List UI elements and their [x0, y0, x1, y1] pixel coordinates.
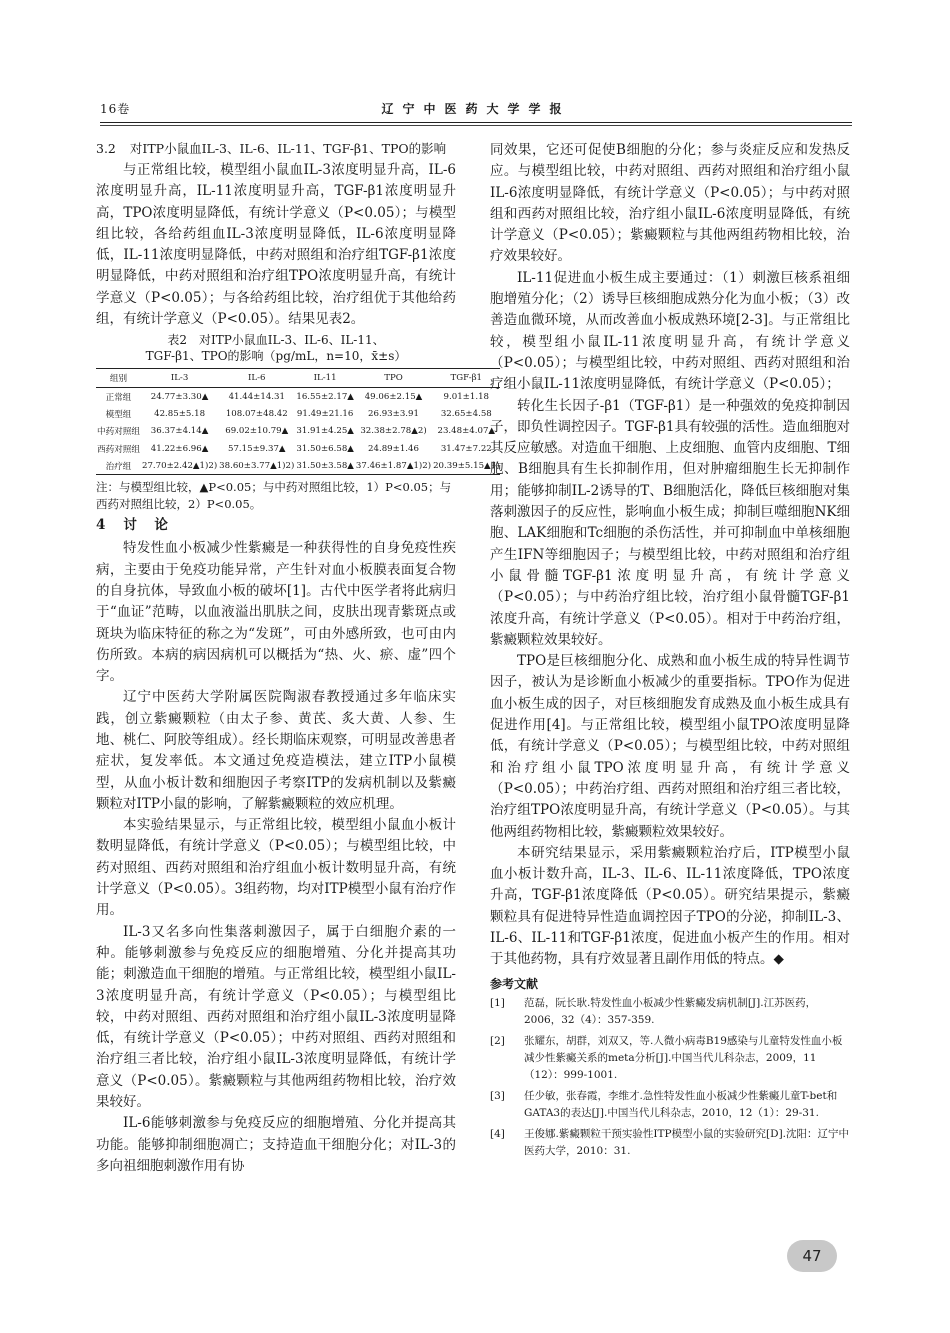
- reference-number: [4]: [490, 1127, 505, 1140]
- results-table: [96, 368, 500, 475]
- table-cell: 16.55±2.17▲: [296, 391, 354, 402]
- reference-number: [1]: [490, 996, 505, 1009]
- table-row: [96, 423, 500, 440]
- table-cell: 49.06±2.15▲: [364, 391, 423, 402]
- header-rule: [100, 122, 852, 123]
- table-cell: 24.77±3.30▲: [150, 391, 209, 402]
- table-caption: [96, 332, 456, 364]
- paragraph: IL-6能够刺激参与免疫反应的细胞增殖、分化并提高其功能。能够抑制细胞凋亡；支持造血干细胞分化；对IL-3的多向祖细胞刺激作用有协: [96, 1115, 456, 1174]
- reference-text: 任少敏，张春霞，李维才.急性特发性血小板减少性紫癜儿童T-bet和GATA3的表达[J].中国当代儿科杂志，2010，12（1）：29-31.: [524, 1089, 838, 1119]
- table-cell: 37.46±1.87▲1)2): [355, 457, 432, 475]
- table-cell: 治疗组: [96, 457, 141, 475]
- paragraph: 同效果，它还可促使B细胞的分化；参与炎症反应和发热反应。与模型组比较，中药对照组、西药对照组和治疗组小鼠IL-6浓度明显降低，有统计学意义（P<0.05）；与中药对照组和西药对照组比较，治疗组小鼠IL-6浓度明显降低，有统计学意义（P<0.05）；紫癜颗粒与其他两组药物相比较，治疗效果较好。: [490, 142, 850, 265]
- table-header-cell: IL-3: [141, 369, 218, 388]
- paragraph: TPO是巨核细胞分化、成熟和血小板生成的特异性调节因子，被认为是诊断血小板减少的重要指标。TPO作为促进血小板生成的因子，对巨核细胞发育成熟及血小板生成具有促进作用[4]。与正常组比较，模型组小鼠TPO浓度明显降低，有统计学意义（P<0.05）；与模型组比较，中药对照组和治疗组小鼠TPO浓度明显升高，有统计学意义（P<0.05）；中药治疗组、西药对照组和治疗组三者比较，治疗组TPO浓度明显升高，有统计学意义（P<0.05）。与其他两组药物相比较，紫癜颗粒效果较好。: [490, 653, 850, 840]
- table-cell: 32.65±4.58: [440, 409, 492, 420]
- paragraph: 本研究结果显示，采用紫癜颗粒治疗后，ITP模型小鼠血小板计数升高，IL-3、IL-6、IL-11浓度降低，TPO浓度升高，TGF-β1浓度降低（P<0.05）。研究结果提示，紫癜颗粒具有促进特异性造血调控因子TPO的分泌，抑制IL-3、IL-6、IL-11和TGF-β1浓度，促进血小板产生的作用。相对于其他药物，具有疗效显著且副作用低的特点。◆: [490, 844, 850, 968]
- section-3-2-heading: [96, 140, 456, 158]
- table-row: [96, 388, 500, 406]
- table-cell: 24.89±1.46: [368, 443, 419, 454]
- references-list: [490, 995, 850, 1160]
- reference-number: [2]: [490, 1034, 505, 1047]
- table-row: [96, 406, 500, 423]
- table-header-row: [96, 369, 500, 388]
- journal-title: 辽宁中医药大学学报: [381, 102, 571, 116]
- table-cell: 9.01±1.18: [443, 391, 490, 402]
- section-title: 讨 论: [123, 517, 170, 534]
- reference-number: [3]: [490, 1089, 505, 1102]
- references-heading: 参考文献: [490, 976, 539, 991]
- reference-item: [490, 1126, 850, 1160]
- table-cell: 27.70±2.42▲1)2): [141, 457, 218, 475]
- table-cell: 23.48±4.07▲: [437, 426, 496, 437]
- section-title: 对ITP小鼠血IL-3、IL-6、IL-11、TGF-β1、TPO的影响: [129, 141, 447, 156]
- table-cell: 正常组: [105, 392, 132, 403]
- paragraph: IL-3又名多向性集落刺激因子，属于白细胞介素的一种。能够刺激参与免疫反应的细胞增殖、分化并提高其功能；刺激造血干细胞的增殖。与正常组比较，模型组小鼠IL-3浓度明显升高，有统计学意义（P<0.05）；与模型组比较，中药对照组、西药对照组和治疗组小鼠IL-3浓度明显降低，有统计学意义（P<0.05）；中药对照组、西药对照组和治疗组三者比较，治疗组小鼠IL-3浓度明显降低，有统计学意义（P<0.05）。紫癜颗粒与其他两组药物相比较，治疗效果较好。: [96, 923, 456, 1111]
- table-cell: 26.93±3.91: [368, 409, 419, 420]
- table-note: 注：与模型组比较，▲P<0.05；与中药对照组比较，1）P<0.05；与西药对照组比较，2）P<0.05。: [96, 480, 452, 512]
- table-caption-line2: TGF-β1、TPO的影响（pg/mL，n=10，x̄±s）: [145, 349, 407, 364]
- table-cell: 41.44±14.31: [228, 391, 285, 402]
- table-cell: 20.39±5.15▲1): [432, 457, 500, 475]
- table-cell: 69.02±10.79▲: [225, 426, 289, 437]
- paragraph: 特发性血小板减少性紫癜是一种获得性的自身免疫性疾病，主要由于免疫功能异常，产生针对血小板膜表面复合物的自身抗体，导致血小板的破坏[1]。古代中医学者将此病归于“血证”范畴，以血液溢出肌肤之间，皮肤出现青紫斑点或斑块为临床特征的称之为“发斑”，可由外感所致，也可由内伤所致。本病的病因病机可以概括为“热、火、瘀、虚”四个字。: [96, 540, 456, 685]
- header-rule-thin: [100, 125, 852, 126]
- table-header-cell: 组别: [96, 369, 141, 388]
- reference-item: [490, 1033, 850, 1084]
- table-cell: 中药对照组: [97, 427, 140, 438]
- section-4-heading: [96, 515, 456, 536]
- table-cell: 38.60±3.77▲1)2): [218, 457, 295, 475]
- right-column: [490, 140, 850, 1164]
- table-row: [96, 457, 500, 475]
- table-header-cell: TGF-β1: [432, 369, 500, 388]
- section-number: 3.2: [96, 141, 116, 156]
- table-cell: 41.22±6.96▲: [150, 443, 209, 454]
- running-header: [100, 96, 852, 118]
- table-cell: 42.85±5.18: [154, 409, 206, 420]
- table-header-cell: IL-6: [218, 369, 295, 388]
- reference-item: [490, 995, 850, 1029]
- table-cell: 36.37±4.14▲: [150, 426, 209, 437]
- reference-text: 张耀东，胡群，刘双又，等.人微小病毒B19感染与儿童特发性血小板减少性紫癜关系的meta分析[J].中国当代儿科杂志，2009，11（12）：999-1001.: [524, 1034, 843, 1081]
- table-header-cell: IL-11: [295, 369, 355, 388]
- table-cell: 31.50±6.58▲: [296, 443, 354, 454]
- paragraph: 与正常组比较，模型组小鼠血IL-3浓度明显升高，IL-6浓度明显升高，IL-11浓度明显升高，TGF-β1浓度明显升高，TPO浓度明显降低，有统计学意义（P<0.05）；与模型组比较，各给药组血IL-3浓度明显降低，IL-6浓度明显降低，IL-11浓度明显降低，中药对照组和治疗组TGF-β1浓度明显降低，中药对照组和治疗组TPO浓度明显升高，有统计学意义（P<0.05）；与各给药组比较，治疗组优于其他给药组，有统计学意义（P<0.05）。结果见表2。: [96, 162, 456, 328]
- table-row: [96, 440, 500, 457]
- page-number: 47: [787, 1240, 837, 1272]
- volume-label: 16卷: [100, 102, 131, 116]
- table-cell: 57.15±9.37▲: [227, 443, 286, 454]
- paragraph: 辽宁中医药大学附属医院陶淑春教授通过多年临床实践，创立紫癜颗粒（由太子参、黄芪、炙大黄、人参、生地、桃仁、阿胶等组成）。经长期临床观察，可明显改善患者症状，复发率低。本文通过免疫造模法，建立ITP小鼠模型，从血小板计数和细胞因子考察ITP的发病机制以及紫癜颗粒对ITP小鼠的影响，了解紫癜颗粒的效应机理。: [96, 689, 456, 812]
- reference-item: [490, 1088, 850, 1122]
- table-cell: 31.91±4.25▲: [296, 426, 354, 437]
- paragraph: 本实验结果显示，与正常组比较，模型组小鼠血小板计数明显降低，有统计学意义（P<0.05）；与模型组比较，中药对照组、西药对照组和治疗组血小板计数明显升高，有统计学意义（P<0.05）。3组药物，均对ITP模型小鼠有治疗作用。: [96, 817, 456, 919]
- table-caption-line1: 表2 对ITP小鼠血IL-3、IL-6、IL-11、: [167, 333, 385, 348]
- reference-text: 王俊娜.紫癜颗粒干预实验性ITP模型小鼠的实验研究[D].沈阳：辽宁中医药大学，2010：31.: [524, 1127, 850, 1157]
- section-number: 4: [96, 517, 108, 534]
- table-cell: 91.49±21.16: [296, 409, 354, 420]
- left-column: [96, 140, 500, 1177]
- paragraph: IL-11促进血小板生成主要通过：（1）刺激巨核系祖细胞增殖分化；（2）诱导巨核细胞成熟分化为血小板；（3）改善造血微环境，从而改善血小板成熟环境[2-3]。与正常组比较，模型组小鼠IL-11浓度明显升高，有统计学意义（P<0.05）；与模型组比较，中药对照组、西药对照组和治疗组小鼠IL-11浓度明显降低，有统计学意义（P<0.05）；: [490, 269, 850, 393]
- paragraph: 转化生长因子-β1（TGF-β1）是一种强效的免疫抑制因子，即负性调控因子。TGF-β1具有较强的活性。造血细胞对其反应敏感。对造血干细胞、上皮细胞、血管内皮细胞、T细胞、B细胞具有生长抑制作用，但对肿瘤细胞生长无抑制作用；能够抑制IL-2诱导的T、B细胞活化，降低巨核细胞对集落刺激因子的反应性，影响血小板生成；抑制巨噬细胞NK细胞、LAK细胞和Tc细胞的杀伤活性，并可抑制血中单核细胞产生IFN等细胞因子；与模型组比较，中药对照组和治疗组小鼠骨髓TGF-β1浓度明显升高，有统计学意义（P<0.05）；与中药治疗组比较，治疗组小鼠骨髓TGF-β1浓度升高，有统计学意义（P<0.05）。相对于中药治疗组，紫癜颗粒效果较好。: [490, 397, 851, 648]
- table-cell: 108.07±48.42: [225, 409, 288, 420]
- table-cell: 模型组: [105, 410, 132, 421]
- table-body: [96, 388, 500, 475]
- table-cell: 31.47±7.22: [440, 443, 492, 454]
- table-cell: 西药对照组: [97, 444, 140, 455]
- reference-text: 范磊，阮长耿.特发性血小板减少性紫癜发病机制[J].江苏医药，2006，32（4）：357-359.: [524, 996, 817, 1026]
- table-cell: 32.38±2.78▲2): [360, 426, 427, 437]
- table-cell: 31.50±3.58▲: [295, 457, 355, 475]
- table-header-cell: TPO: [355, 369, 432, 388]
